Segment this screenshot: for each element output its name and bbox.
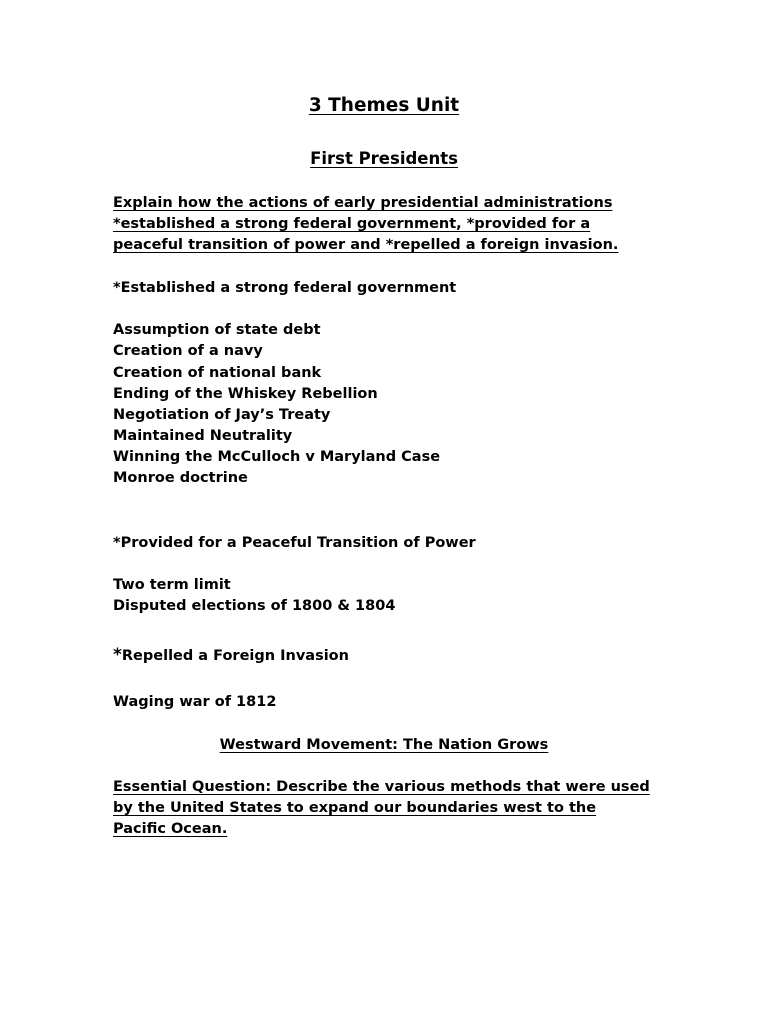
list-item: Negotiation of Jay’s Treaty: [113, 407, 331, 423]
subheading-foreign-invasion: [113, 645, 349, 667]
list-item: Winning the McCulloch v Maryland Case: [113, 449, 441, 465]
list-item: Two term limit: [113, 577, 231, 593]
document-title: 3 Themes Unit: [308, 95, 460, 116]
star-bullet: *: [113, 645, 122, 665]
list-item: Maintained Neutrality: [113, 428, 293, 444]
question-line-3: Pacific Ocean.: [113, 821, 228, 837]
section-heading-first-presidents: First Presidents: [310, 149, 458, 168]
prompt-line-2: *established a strong federal government, *provided for a: [113, 216, 591, 232]
subheading-text: Repelled a Foreign Invasion: [121, 648, 349, 664]
question-line-2: by the United States to expand our boundaries west to the: [113, 800, 597, 816]
list-item: Disputed elections of 1800 & 1804: [113, 598, 396, 614]
prompt-line-1: Explain how the actions of early presidential administrations: [113, 195, 613, 211]
prompt-line-3: peaceful transition of power and *repelled a foreign invasion.: [113, 237, 619, 253]
list-item: Waging war of 1812: [113, 694, 277, 710]
list-item: Assumption of state debt: [113, 322, 321, 338]
list-item: Creation of national bank: [113, 365, 322, 381]
list-item: Ending of the Whiskey Rebellion: [113, 386, 378, 402]
subheading-strong-government: *Established a strong federal government: [113, 280, 457, 296]
list-item: Creation of a navy: [113, 343, 263, 359]
question-line-1: Essential Question: Describe the various methods that were used: [113, 779, 650, 795]
list-item: Monroe doctrine: [113, 470, 248, 486]
section-heading-westward-movement: Westward Movement: The Nation Grows: [219, 737, 549, 753]
subheading-peaceful-transition: *Provided for a Peaceful Transition of Power: [113, 535, 476, 551]
